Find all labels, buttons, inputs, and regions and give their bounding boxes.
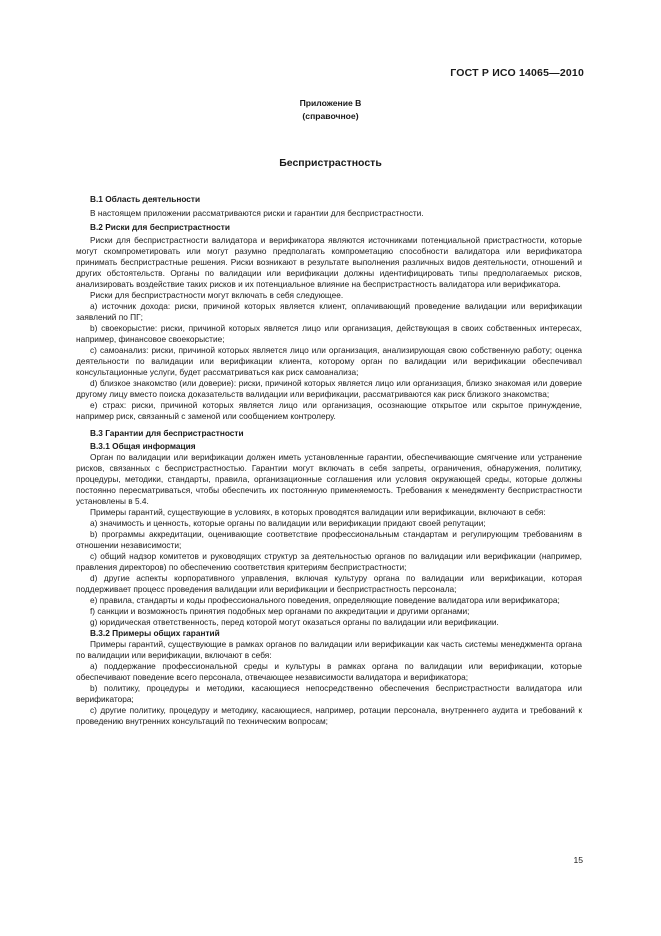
section-heading: B.3 Гарантии для беспристрастности [90,428,244,438]
list-item: b) программы аккредитации, оценивающие соответствие профессиональным стандартам и регулирующим требованиям в отношении независимости; [76,529,582,550]
list-item: c) самоанализ: риски, причиной которых является лицо или организация, анализирующая свою собственную работу; оценка деятельности по валидации или верификации клиента, которому орган по валидации или верификации обеспечивал консультационные услуги, будет рассматриваться как риск самоанализа; [76,345,582,377]
standard-designation: ГОСТ Р ИСО 14065—2010 [450,67,584,79]
list-item: а) значимость и ценность, которые органы по валидации или верификации придают своей репутации; [90,518,486,528]
list-item: c) другие политику, процедуру и методику, касающиеся, например, ротации персонала, внутреннего аудита и требований к проведению внутренних консультаций по техническим вопросам; [76,705,582,726]
section-heading: B.1 Область деятельности [90,194,201,204]
section-heading: B.2 Риски для беспристрастности [90,222,230,232]
list-item: c) общий надзор комитетов и руководящих структур за деятельностью органов по валидации или верификации (например, правления директоров) по обеспечению соответствия критериям беспристрастности; [76,551,582,572]
list-item: b) своекорыстие: риски, причиной которых является лицо или организация, действующая в своих собственных интересах, например, финансовое своекорыстие; [76,323,582,344]
list-item: d) другие аспекты корпоративного управления, включая культуру органа по валидации или верификации, которая поддерживает процесс проведения валидации или верификации и беспристрастность персонала; [76,573,582,594]
paragraph: Примеры гарантий, существующие в рамках органов по валидации или верификации как часть системы менеджмента органа по валидации или верификации, включают в себя: [76,639,582,660]
paragraph: Риски для беспристрастности валидатора и верификатора являются источниками потенциальной пристрастности, которые могут скомпрометировать или могут разумно предполагать компрометацию способности валидатора или верификатора принимать беспристрастные решения. Риски возникают в результате выполнения различных видов деятельности, отношений и других обстоятельств. Органы по валидации или верификации должны идентифицировать типы предполагаемых рисков, анализировать воздействие таких рисков и их потенциальное влияние на беспристрастность валидатора или верификатора. [76,235,582,289]
page-number: 15 [573,855,583,865]
paragraph: Примеры гарантий, существующие в условиях, в которых проводятся валидации или верификации, включают в себя: [90,507,546,517]
appendix-label [0,97,661,123]
appendix-title: Приложение В [299,98,362,108]
appendix-type: (справочное) [302,111,359,121]
list-item: а) поддержание профессиональной среды и культуры в рамках органа по валидации или верификации, которые обеспечивают поведение всего персонала, отвечающее независимости валидатора и верификатора; [76,661,582,682]
page-title: Беспристрастность [279,157,382,169]
subsection-heading: B.3.1 Общая информация [90,441,196,451]
list-item: e) страх: риски, причиной которых является лицо или организация, осознающие открытое или скрытое принуждение, например риск, связанный с заменой или сообщением контролеру. [76,400,582,421]
paragraph: Риски для беспристрастности могут включать в себя следующее. [90,290,344,300]
subsection-heading: B.3.2 Примеры общих гарантий [90,628,220,638]
list-item: e) правила, стандарты и коды профессионального поведения, определяющие поведение валидатора или верификатора; [90,595,560,605]
document-body [76,194,582,727]
list-item: f) санкции и возможность принятия подобных мер органами по аккредитации и другими органами; [90,606,470,616]
paragraph: Орган по валидации или верификации должен иметь установленные гарантии, обеспечивающие смягчение или устранение рисков, связанных с беспристрастностью. Гарантии могут включать в себя запреты, ограничения, обнаружения, политику, процедуры, методики, стандарты, правила, организационные соглашения или условия окружающей среды, которые должны постоянно пересматриваться, чтобы обеспечить их постоянную применяемость. Требования к менеджменту беспристрастности установлены в 5.4. [76,452,582,506]
list-item: b) политику, процедуры и методики, касающиеся непосредственно обеспечения беспристрастности валидатора или верификатора; [76,683,582,704]
list-item: d) близкое знакомство (или доверие): риски, причиной которых является лицо или организация, близко знакомая или доверие другому лицу вместо поиска доказательств валидации или верификации, рассматриваются как риск близкого знакомства; [76,378,582,399]
list-item: g) юридическая ответственность, перед которой могут оказаться органы по валидации или верификации. [90,617,499,627]
list-item: а) источник дохода: риски, причиной которых является клиент, оплачивающий проведение валидации или верификации заявлений по ПГ; [76,301,582,322]
paragraph: В настоящем приложении рассматриваются риски и гарантии для беспристрастности. [90,208,424,218]
